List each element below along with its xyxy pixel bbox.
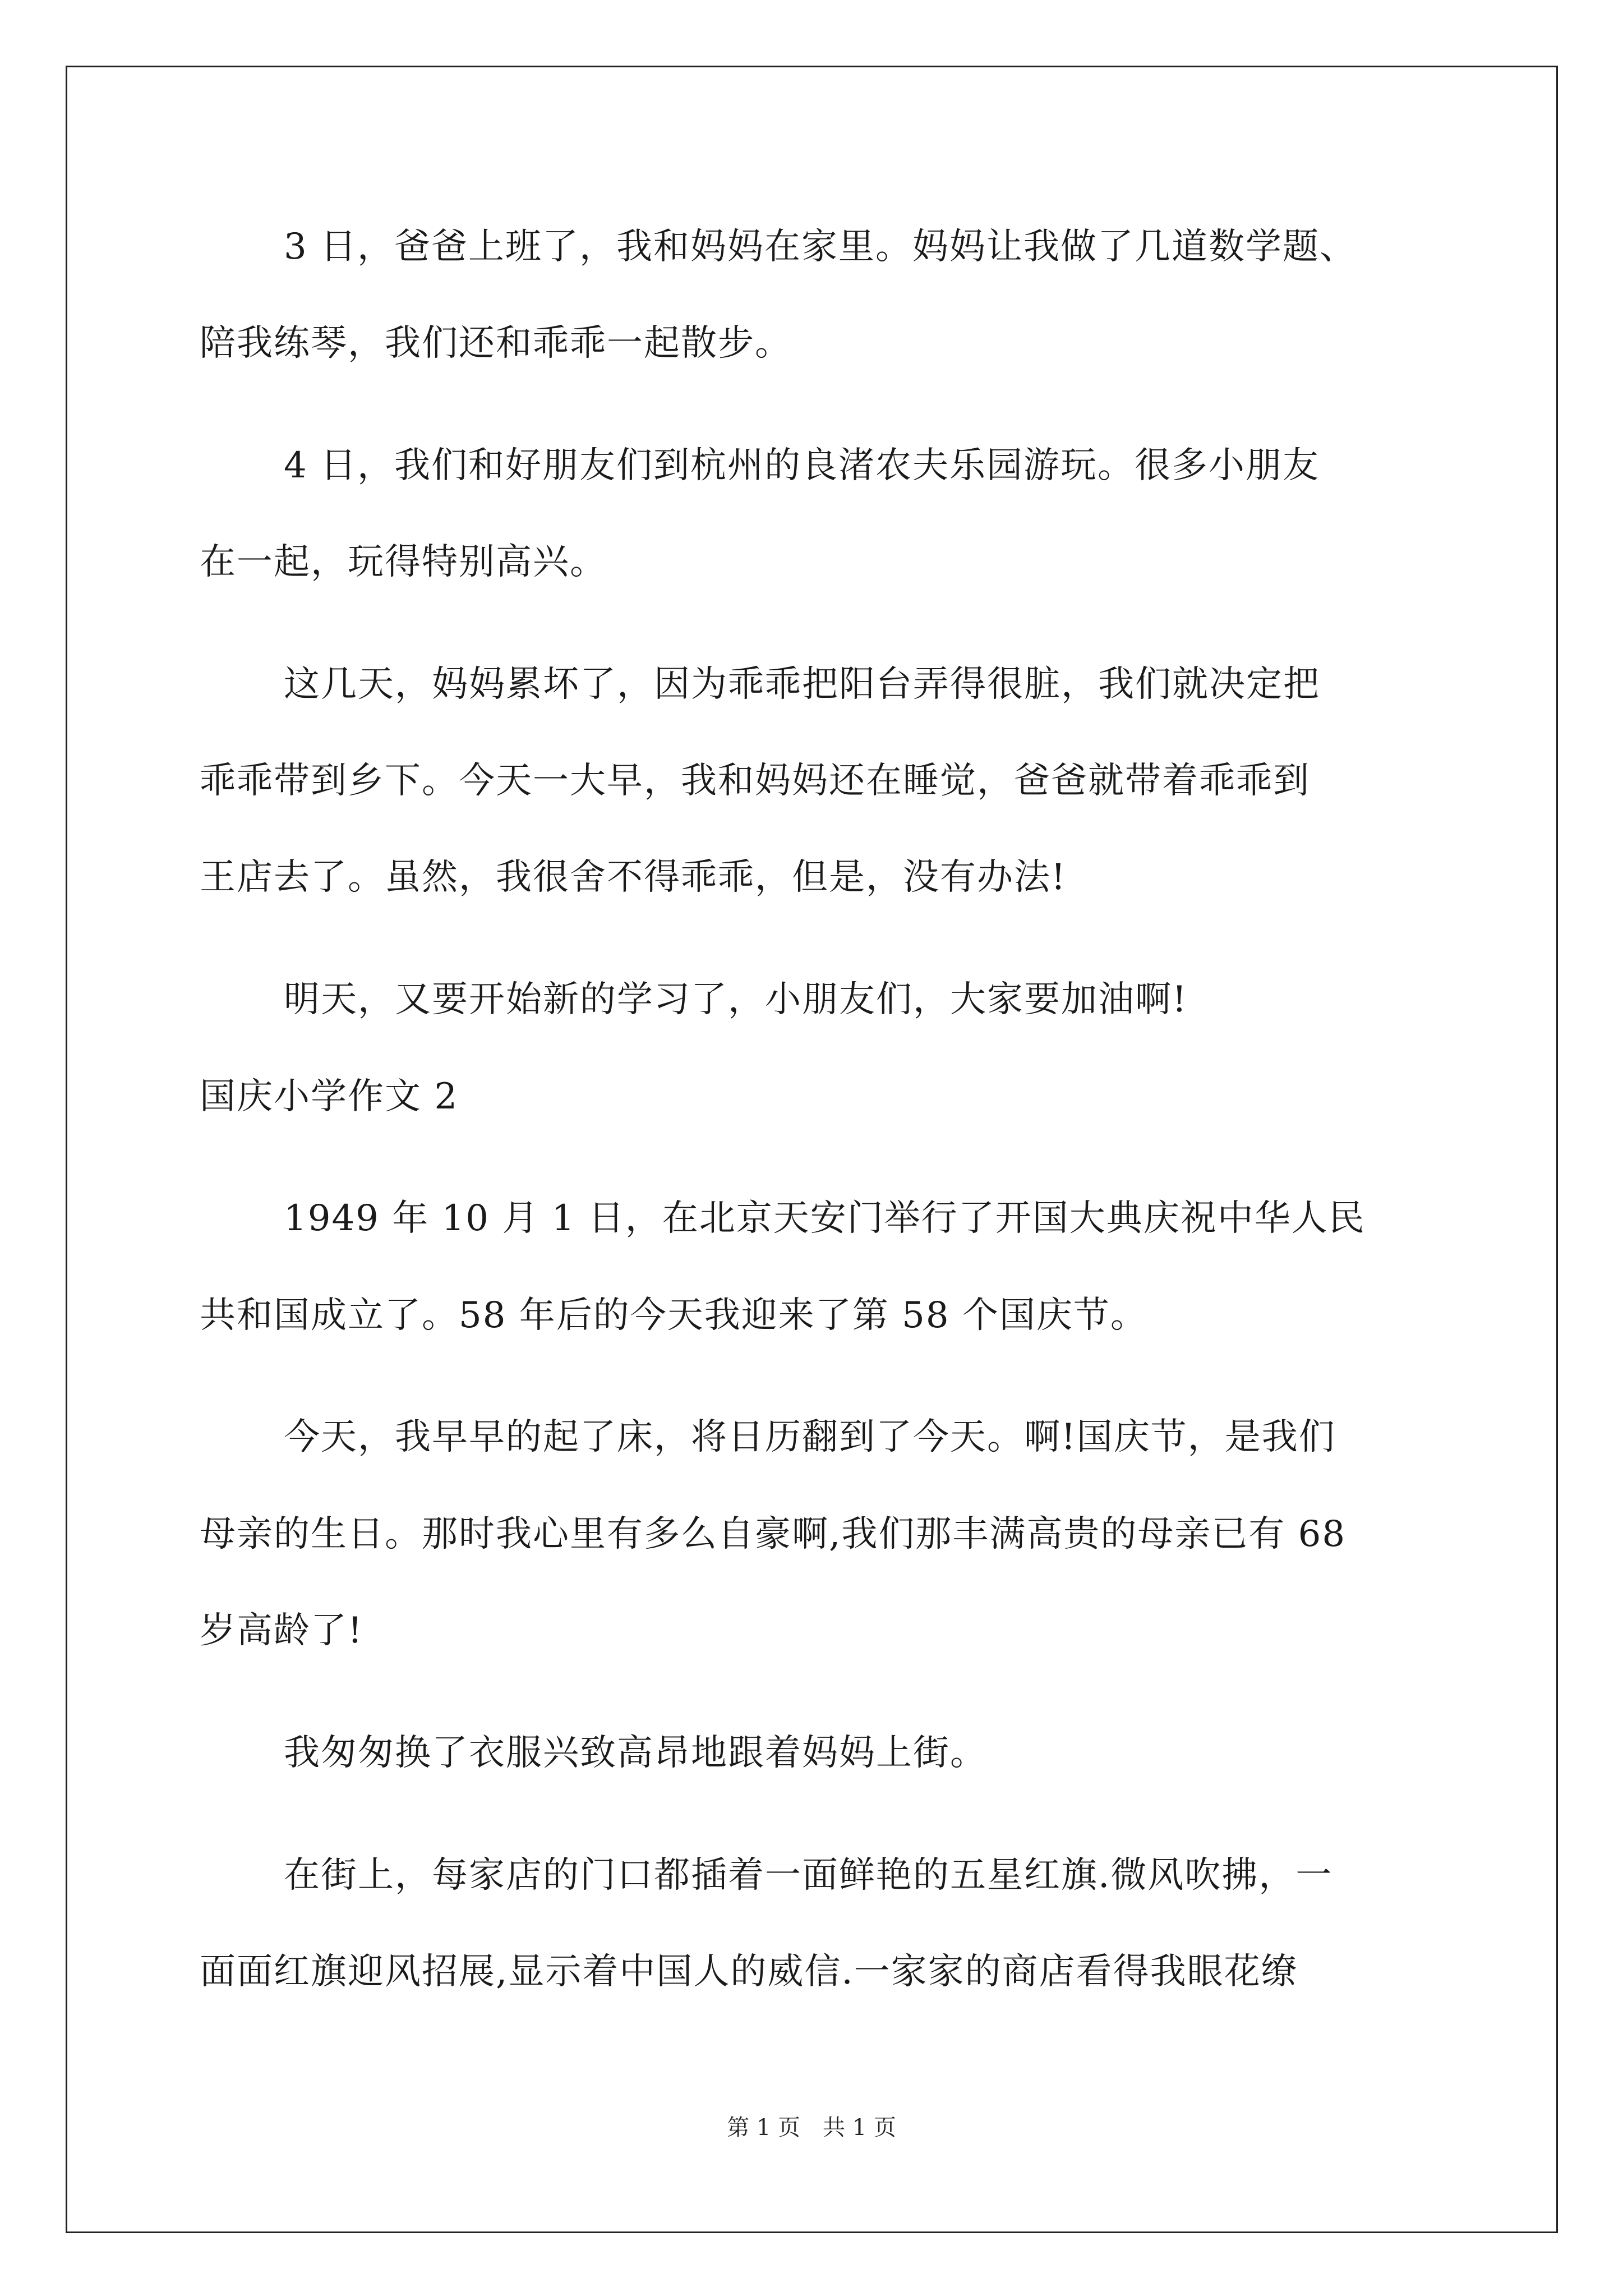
page-number-footer: 第 1 页 共 1 页 (727, 2115, 896, 2141)
paragraph-line: 王店去了。虽然，我很舍不得乖乖，但是，没有办法! (200, 857, 1067, 898)
paragraph-line: 共和国成立了。58 年后的今天我迎来了第 58 个国庆节。 (200, 1295, 1147, 1336)
paragraph-line: 1949 年 10 月 1 日，在北京天安门举行了开国大典庆祝中华人民 (284, 1198, 1366, 1239)
paragraph-line: 这几天，妈妈累坏了，因为乖乖把阳台弄得很脏，我们就决定把 (284, 664, 1320, 705)
paragraph-line: 面面红旗迎风招展,显示着中国人的威信.一家家的商店看得我眼花缭 (200, 1951, 1298, 1993)
paragraph-line: 在一起，玩得特别高兴。 (200, 541, 607, 583)
paragraph-line: 陪我练琴，我们还和乖乖一起散步。 (200, 323, 792, 364)
paragraph-line: 在街上，每家店的门口都插着一面鲜艳的五星红旗.微风吹拂，一 (284, 1855, 1333, 1896)
paragraph-line: 我匆匆换了衣服兴致高昂地跟着妈妈上街。 (284, 1732, 987, 1774)
paragraph-line: 明天，又要开始新的学习了，小朋友们，大家要加油啊! (284, 979, 1188, 1020)
paragraph-line: 岁高龄了! (200, 1610, 363, 1651)
section-heading: 国庆小学作文 2 (200, 1076, 459, 1117)
paragraph-line: 母亲的生日。那时我心里有多么自豪啊,我们那丰满高贵的母亲已有 68 (200, 1513, 1347, 1555)
page-border (66, 66, 1558, 2233)
paragraph-line: 今天，我早早的起了床，将日历翻到了今天。啊!国庆节，是我们 (284, 1416, 1336, 1458)
paragraph-line: 3 日，爸爸上班了，我和妈妈在家里。妈妈让我做了几道数学题、 (284, 226, 1357, 268)
paragraph-line: 乖乖带到乡下。今天一大早，我和妈妈还在睡觉，爸爸就带着乖乖到 (200, 760, 1310, 802)
paragraph-line: 4 日，我们和好朋友们到杭州的良渚农夫乐园游玩。很多小朋友 (284, 445, 1320, 486)
